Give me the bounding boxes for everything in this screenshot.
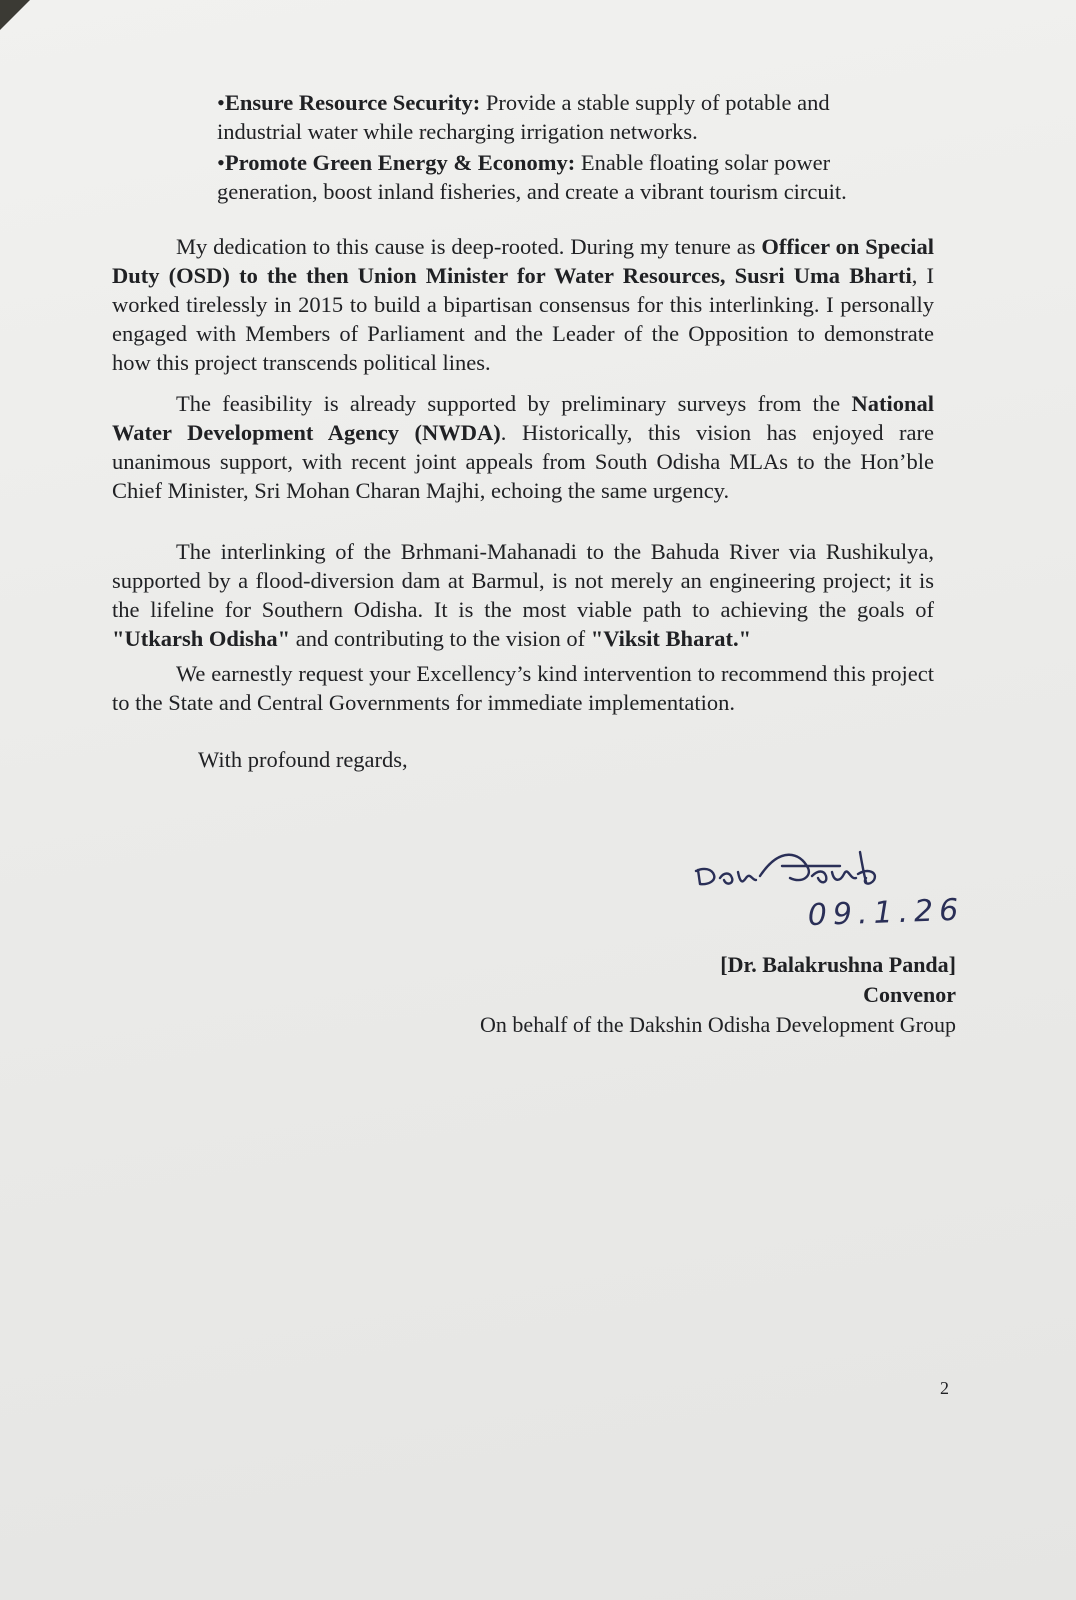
bullet-text: Enable floating solar power generation, boost inland fisheries, and create a vibrant tourism circuit. (217, 150, 847, 204)
page-corner-shadow (0, 0, 30, 30)
closing-salutation: With profound regards, (198, 747, 408, 772)
bullet-label: Ensure Resource Security: (224, 90, 481, 115)
signatory-organization: On behalf of the Dakshin Odisha Development Group (480, 1012, 956, 1037)
letter-body (112, 88, 934, 797)
text-run: My dedication to this cause is deep-rooted. During my tenure as (176, 234, 762, 259)
text-run: The feasibility is already supported by preliminary surveys from the (176, 391, 852, 416)
paragraph-dedication (112, 232, 934, 377)
handwritten-signature (690, 850, 970, 940)
signatory-name: [Dr. Balakrushna Panda] (720, 952, 956, 977)
bullet-text: Provide a stable supply of potable and industrial water while recharging irrigation networks. (217, 90, 830, 144)
text-run: , I worked tirelessly in 2015 to build a bipartisan consensus for this interlinking. I personally engaged with Members of Parliament and the Leader of the Opposition to demonstrate how this project transcends political lines. (112, 263, 934, 375)
paragraph-feasibility (112, 389, 934, 505)
paragraph-interlinking (112, 537, 934, 653)
paragraph-request (112, 659, 934, 717)
bold-run: "Viksit Bharat." (590, 626, 752, 651)
signatory-role: Convenor (863, 982, 956, 1007)
bullet-item-green-energy: •Promote Green Energy & Economy: Enable floating solar power generation, boost inland fisheries, and create a vibrant tourism circuit. (217, 150, 847, 204)
text-run: We earnestly request your Excellency’s kind intervention to recommend this project to the State and Central Governments for immediate implementation. (112, 661, 934, 715)
bullet-item-resource-security: •Ensure Resource Security: Provide a stable supply of potable and industrial water while recharging irrigation networks. (217, 90, 830, 144)
bold-run: "Utkarsh Odisha" (112, 626, 291, 651)
bullet-label: Promote Green Energy & Economy: (224, 150, 576, 175)
signatory-block (480, 950, 956, 1040)
text-run: and contributing to the vision of (290, 626, 591, 651)
text-run: The interlinking of the Brhmani-Mahanadi to the Bahuda River via Rushikulya, supported by a flood-diversion dam at Barmul, is not merely an engineering project; it is the lifeline for Southern Odisha. It is the most viable path to achieving the goals of (112, 539, 934, 622)
text-run: . Historically, this vision has enjoyed rare unanimous support, with recent joint appeals from South Odisha MLAs to the Hon’ble Chief Minister, Sri Mohan Charan Majhi, echoing the same urgency. (112, 420, 934, 503)
signature-stroke (696, 852, 875, 884)
signature-date: 09.1.26 (807, 892, 965, 934)
bullet-list (112, 88, 934, 206)
bold-run: National Water Development Agency (NWDA) (112, 391, 934, 445)
page-number: 2 (940, 1378, 949, 1398)
bold-run: Officer on Special Duty (OSD) to the then Union Minister for Water Resources, Susri Uma Bharti (112, 234, 934, 288)
